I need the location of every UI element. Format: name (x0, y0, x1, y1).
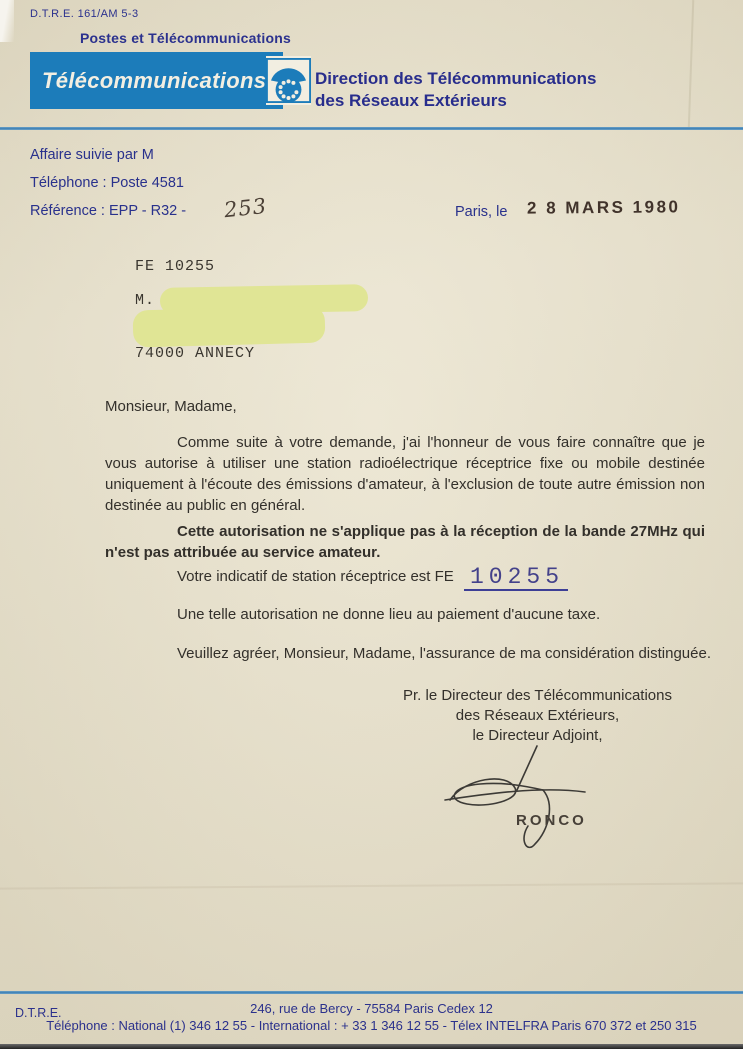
paragraph-27mhz-exclusion: Cette autorisation ne s'applique pas à la réception de la bande 27MHz qui n'est pas attribuée au service amateur. (105, 523, 705, 561)
place-date-label: Paris, le (455, 204, 508, 220)
handwritten-signature (425, 742, 635, 857)
reference-number-handwritten: 253 (222, 193, 269, 223)
indicatif-label: Votre indicatif de station réceptrice est FE (177, 568, 454, 585)
recipient-name-prefix: M. (135, 292, 156, 309)
telephone-line: Téléphone : Poste 4581 (30, 175, 184, 191)
recipient-city: 74000 ANNECY (135, 345, 256, 362)
paragraph-authorization: Comme suite à votre demande, j'ai l'honneur de vous faire connaître que je vous autorise à utiliser une station radioélectrique réceptrice fixe ou mobile destinée uniquement à l'écoute des émissions d'amateur, à l'exclusion de toute autre émission non destinée au public en général. (105, 434, 705, 514)
signature-block (390, 686, 685, 746)
scan-edge-bottom (0, 1044, 743, 1049)
rotary-phone-icon-svg (266, 58, 311, 103)
header-divider (0, 127, 743, 130)
salutation: Monsieur, Madame, (105, 398, 237, 415)
logo-wordmark: Télécommunications (42, 67, 267, 93)
indicatif-stamped-value: 10255 (464, 567, 568, 591)
form-reference: D.T.R.E. 161/AM 5-3 (30, 8, 139, 20)
footer-contact: Téléphone : National (1) 346 12 55 - International : + 33 1 346 12 55 - Télex INTELFRA Paris 670 372 et 250 315 (46, 1018, 697, 1033)
paragraph-no-tax: Une telle autorisation ne donne lieu au paiement d'aucune taxe. (177, 606, 601, 623)
footer-address: 246, rue de Bercy - 75584 Paris Cedex 12 (250, 1001, 493, 1016)
signatory-name-stamp: RONCO (516, 812, 587, 829)
signature-title-line-3: le Directeur Adjoint, (472, 727, 603, 744)
administration-name: Postes et Télécommunications (80, 30, 291, 46)
affaire-suivie-line: Affaire suivie par M (30, 147, 154, 163)
direction-line-2: des Réseaux Extérieurs (315, 91, 507, 111)
footer-org: D.T.R.E. (15, 1006, 62, 1020)
signature-title-line-2: des Réseaux Extérieurs, (455, 707, 620, 724)
paper-crease (688, 0, 695, 130)
rotary-phone-icon (266, 56, 311, 105)
telecommunications-logo (30, 52, 283, 109)
letterhead-direction (315, 68, 597, 112)
footer-divider (0, 991, 743, 994)
paragraph-closing: Veuillez agréer, Monsieur, Madame, l'assurance de ma considération distinguée. (177, 645, 712, 662)
recipient-callsign: FE 10255 (135, 258, 216, 275)
reference-line: Référence : EPP - R32 - (30, 203, 187, 219)
scan-edge-top-left (0, 0, 14, 42)
redaction-highlight (133, 305, 326, 347)
direction-line-1: Direction des Télécommunications (315, 69, 597, 88)
date-stamp: 2 8 MARS 1980 (526, 197, 681, 218)
signature-title-line-1: Pr. le Directeur des Télécommunications (402, 687, 672, 704)
paper-crease (0, 882, 743, 889)
paragraph-indicatif (105, 566, 743, 591)
